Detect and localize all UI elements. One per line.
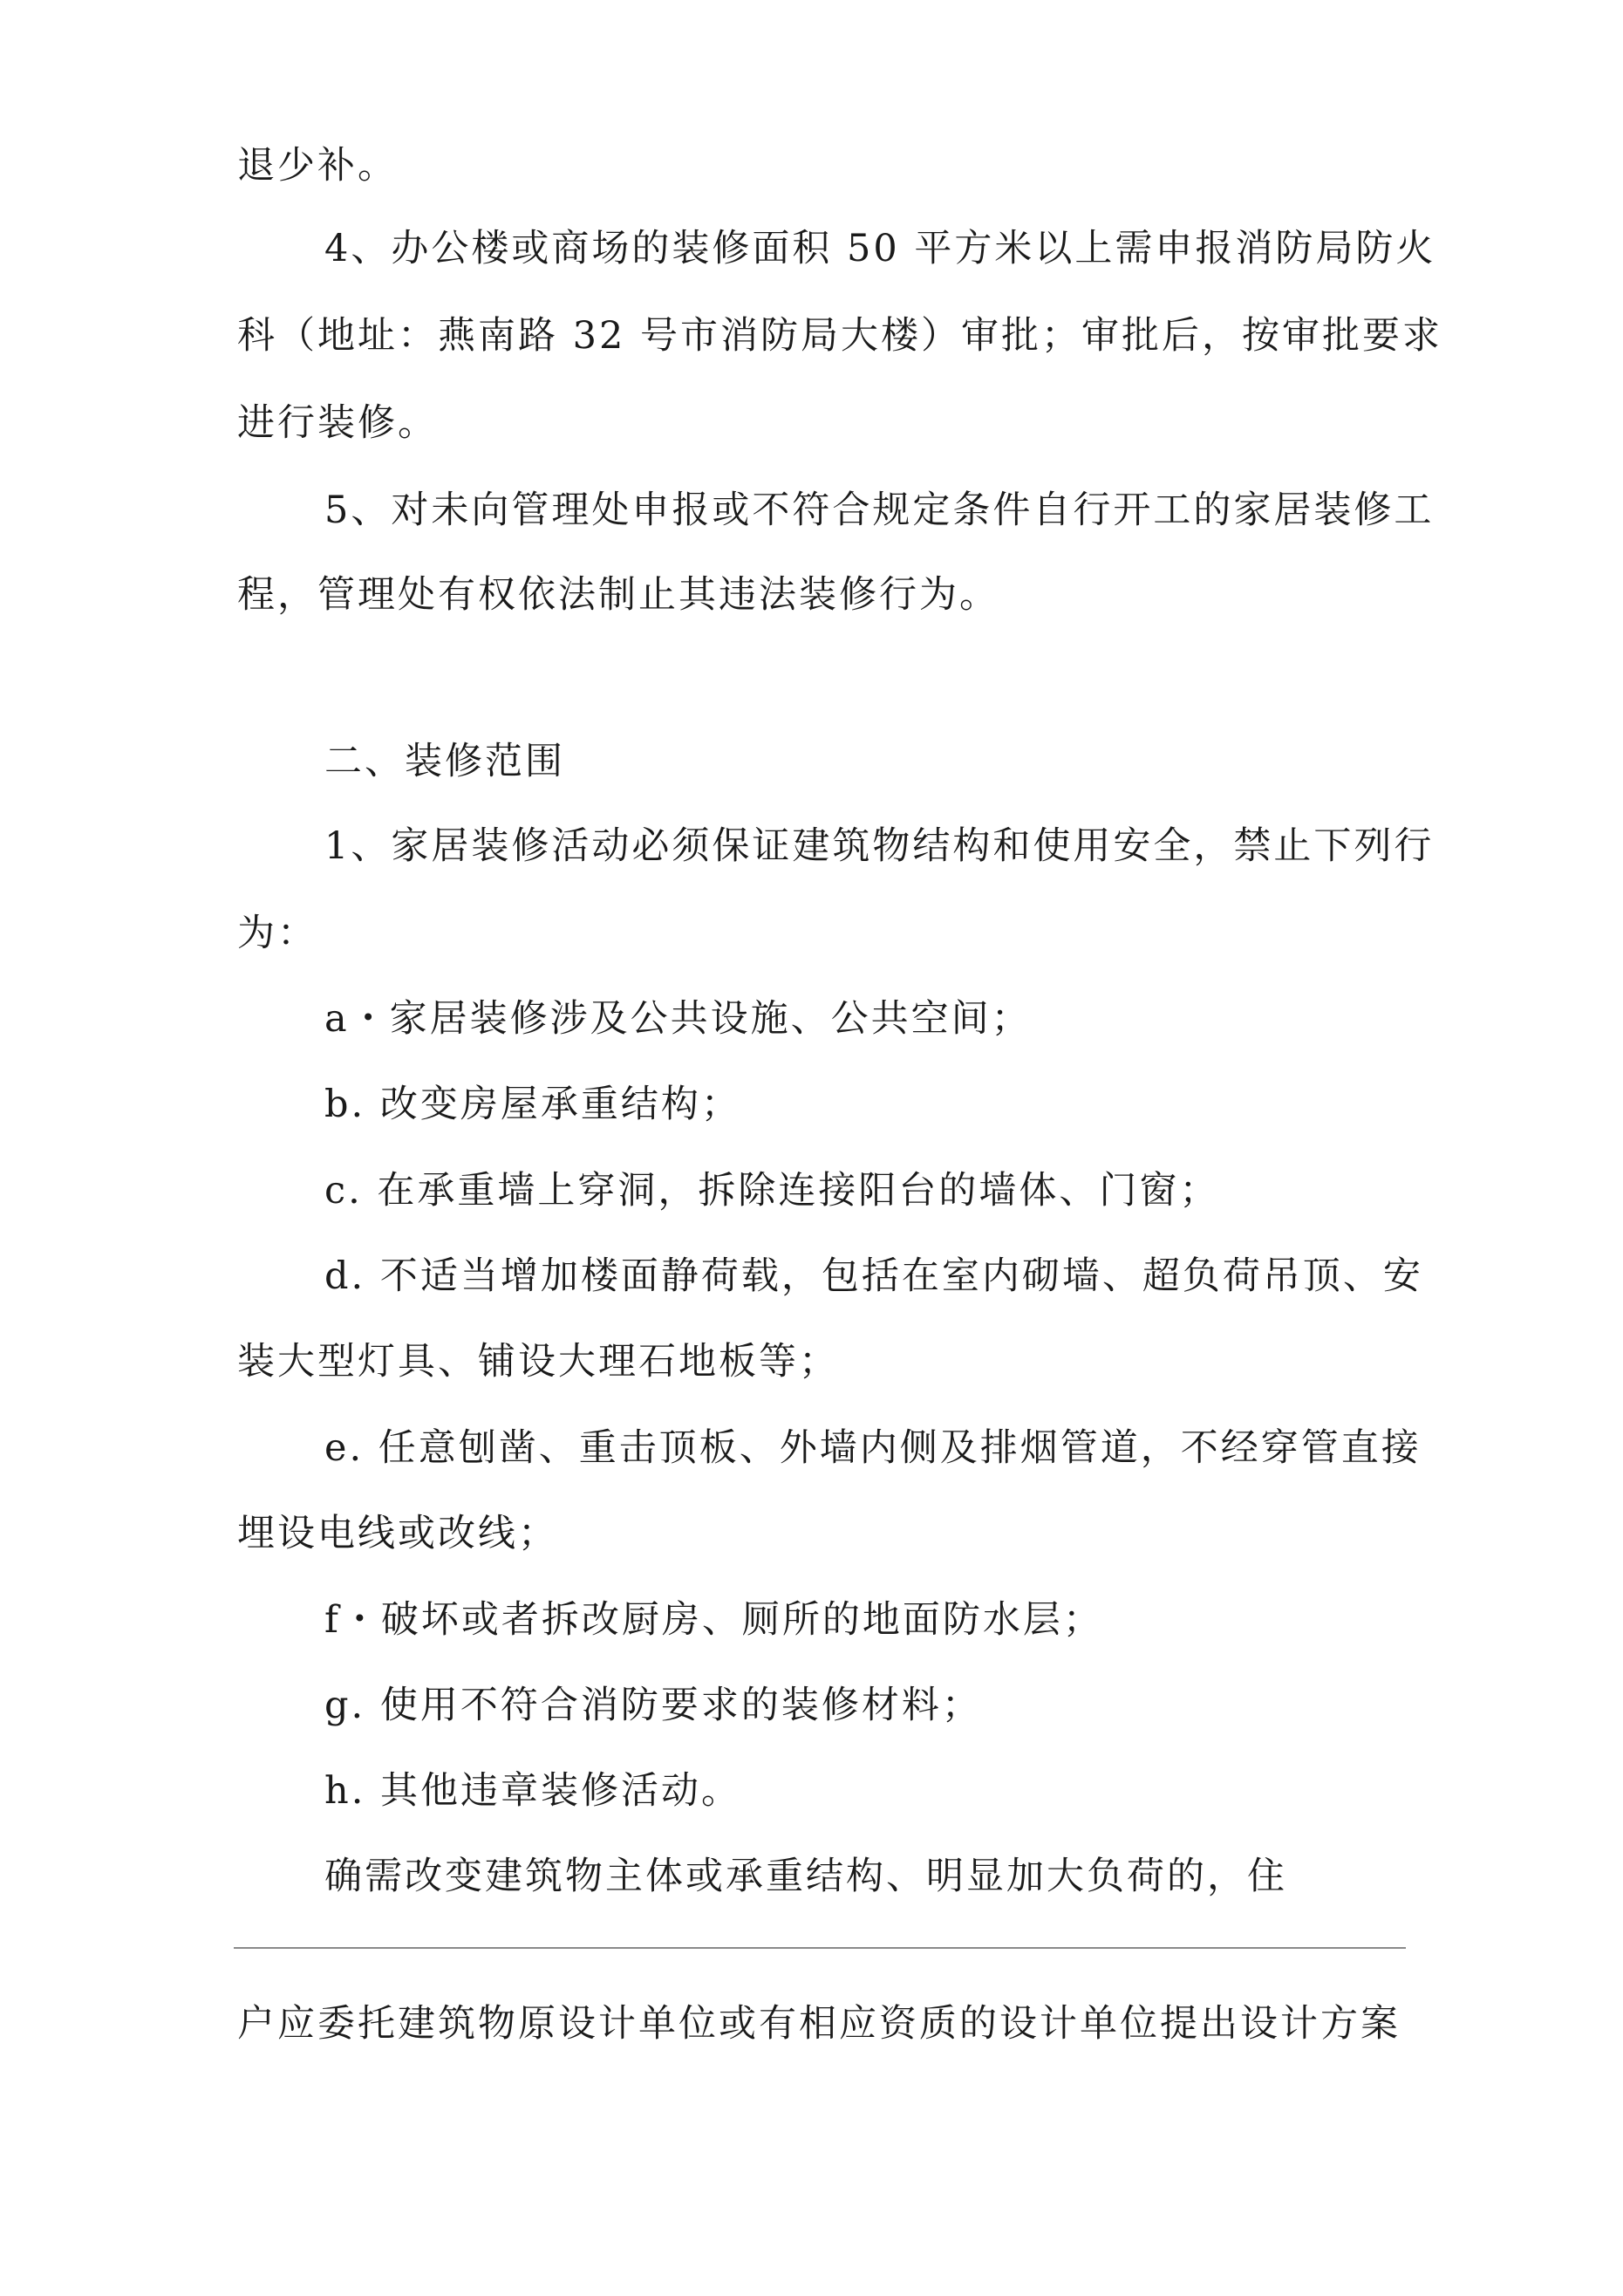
list-item: 装大型灯具、铺设大理石地板等； xyxy=(237,1340,839,1384)
paragraph-line: 科（地址：燕南路 32 号市消防局大楼）审批；审批后，按审批要求 xyxy=(237,314,1443,358)
list-item: f・破坏或者拆改厨房、厕所的地面防水层； xyxy=(324,1598,1103,1642)
paragraph-line: 户应委托建筑物原设计单位或有相应资质的设计单位提出设计方案 xyxy=(237,2002,1401,2046)
page-divider xyxy=(234,1947,1406,1949)
paragraph-line: 5、对未向管理处申报或不符合规定条件自行开工的家居装修工 xyxy=(324,489,1435,532)
paragraph-line: 程，管理处有权依法制止其违法装修行为。 xyxy=(237,573,999,617)
list-item: g. 使用不符合消防要求的装修材料； xyxy=(324,1684,982,1727)
list-item: 埋设电线或改线； xyxy=(237,1512,558,1555)
paragraph-line: 为： xyxy=(237,912,317,955)
list-item: e. 任意刨凿、重击顶板、外墙内侧及排烟管道，不经穿管直接 xyxy=(324,1426,1422,1470)
list-item: b. 改变房屋承重结构； xyxy=(324,1083,741,1126)
paragraph-line: 确需改变建筑物主体或承重结构、明显加大负荷的，住 xyxy=(324,1855,1287,1898)
list-item: h. 其他违章装修活动。 xyxy=(324,1769,742,1813)
paragraph-line: 退少补。 xyxy=(237,144,398,188)
paragraph-line: 4、办公楼或商场的装修面积 50 平方米以上需申报消防局防火 xyxy=(324,227,1436,270)
list-item: d. 不适当增加楼面静荷载，包括在室内砌墙、超负荷吊顶、安 xyxy=(324,1254,1423,1298)
list-item: a・家居装修涉及公共设施、公共空间； xyxy=(324,997,1032,1041)
paragraph-line: 进行装修。 xyxy=(237,401,438,445)
paragraph-line: 1、家居装修活动必须保证建筑物结构和使用安全，禁止下列行 xyxy=(324,824,1435,868)
list-item: c. 在承重墙上穿洞，拆除连接阳台的墙体、门窗； xyxy=(324,1169,1220,1213)
section-heading: 二、装修范围 xyxy=(324,740,565,783)
